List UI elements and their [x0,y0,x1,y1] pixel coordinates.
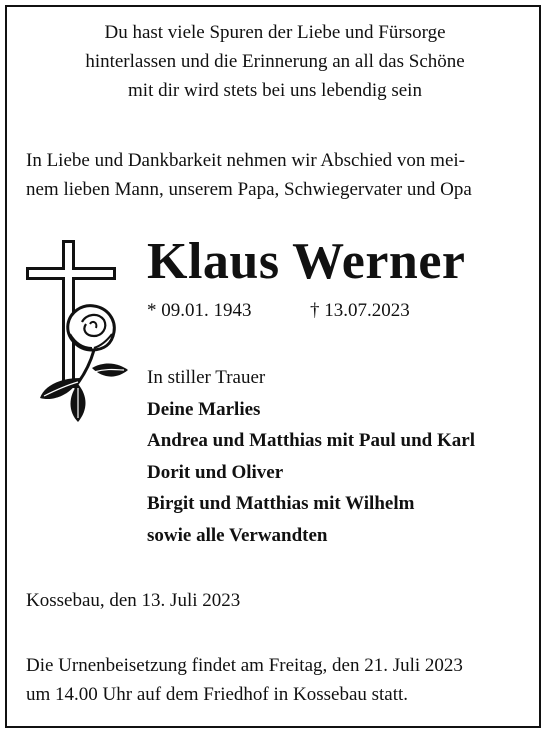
mourner-entry: sowie alle Verwandten [147,524,328,546]
mourner-entry: Deine Marlies [147,398,261,420]
farewell-intro [26,146,526,204]
memorial-poem [0,18,550,105]
birth-date: * 09.01. 1943 [147,300,252,321]
deceased-name: Klaus Werner [147,233,466,290]
mourner-entry: Dorit und Oliver [147,461,284,483]
poem-line: Du hast viele Spuren der Liebe und Fürsorge [104,22,446,43]
burial-notice [26,651,536,709]
place-and-date: Kossebau, den 13. Juli 2023 [26,590,241,611]
rose-icon [40,306,128,422]
death-date: † 13.07.2023 [310,300,410,321]
cross-and-rose-emblem [24,238,134,428]
burial-line: um 14.00 Uhr auf dem Friedhof in Kossebau statt. [26,684,409,705]
mourners-heading: In stiller Trauer [147,367,266,388]
burial-line: Die Urnenbeisetzung findet am Freitag, den 21. Juli 2023 [26,655,463,676]
poem-line: mit dir wird stets bei uns lebendig sein [128,80,422,101]
mourner-entry: Andrea und Matthias mit Paul und Karl [147,430,475,451]
mourner-entry: Birgit und Matthias mit Wilhelm [147,493,415,514]
poem-line: hinterlassen und die Erinnerung an all das Schöne [85,51,465,72]
intro-line: In Liebe und Dankbarkeit nehmen wir Abschied von mei- [26,150,465,171]
mourners-list [147,362,475,551]
intro-line: nem lieben Mann, unserem Papa, Schwiegervater und Opa [26,179,472,200]
